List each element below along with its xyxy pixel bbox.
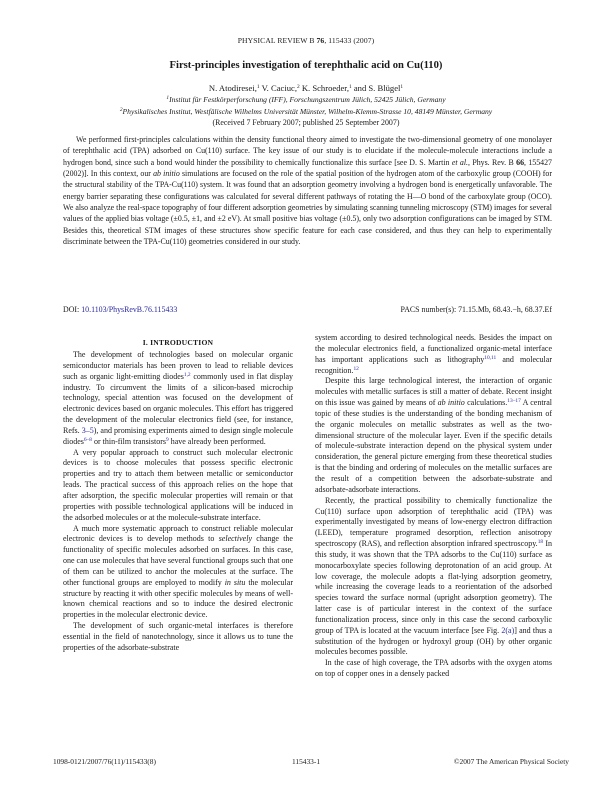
affiliation-number: 1 [166,95,170,101]
paragraph [315,376,552,495]
paragraph [63,350,293,448]
abstract-text: simulations are focused on the role of the spatial position of the hydrogen atom of the carboxylic group (COOH) for the structural stability of the TPA-Cu(110) system. It was found that an adsorption geometry involving a hydrogen bond is energetically unfavorable. The energy barrier separating these configurations was calculated for several different pathways of rotating the H—O bond of the carboxylate group (OCO). We also analyze the real-space topography of four different adsorption geometries by simulating scanning tunneling microscopy (STM) images for several values of the applied bias voltage (±0.5, ±1, and ±2 eV). At small positive bias voltage (±0.5), only two adsorption configurations can be imaged by STM. Besides this, theoretical STM images of these structures show specific feature for each case considered, and thus they can help to experimentally discriminate between the TPA-Cu(110) geometries considered in our study. [63,169,552,247]
emphasis-text: selectively [218,534,252,544]
doi-pacs-line [63,305,552,314]
citation-link[interactable]: 3–5 [81,425,94,435]
body-text: change the functionality of specific molecules adsorbed on surfaces. In this case, one can use molecules that have several functional groups such that one of them can be utilized to anchor the molecules at the surface. The other functional groups are employed to modify [63,534,293,587]
figure-link[interactable]: 2(a) [501,625,515,635]
footer-copyright: ©2007 The American Physical Society [453,757,569,766]
paragraph [315,333,552,376]
citation-link[interactable]: 12 [353,365,359,372]
emphasis-text: in situ [224,577,246,587]
pacs-numbers: PACS number(s): 71.15.Mb, 68.43.−h, 68.37.Ef [400,305,552,314]
author-affiliation-mark: 1 [348,84,352,90]
body-text: system according to desired technological needs. Besides the impact on the molecular electronics field, a functionalized organic-metal interface has important applications such as lithography [315,333,552,364]
citation-link[interactable]: 9 [165,436,169,443]
citation-link[interactable]: 6–8 [83,436,92,443]
author: K. Schroeder, [301,83,349,93]
affiliation-1 [0,95,612,104]
section-heading: I. INTRODUCTION [142,338,214,347]
body-text: commonly used in flat display industry. To circumvent the limits of a silicon-based microchip technology, special attention was focused on the development of electronic devices based on organic molecules. This effort has triggered the development of the molecular electronics field (see, for instance, Refs. [63,371,294,435]
body-text: and molecular recognition. [315,354,552,375]
paragraph [63,524,293,622]
author-affiliation-mark: 1 [400,84,404,90]
body-text: A much more systematic approach to construct reliable molecular electronic devices is to develop methods to [63,523,293,544]
citation-link[interactable]: 18 [537,539,544,546]
paragraph [315,496,552,659]
abstract-paragraph [63,134,552,247]
body-text: ] and thus a substitution of the hydrogen or hydroxyl group (OH) by other organic molecules becomes possible. [315,625,553,657]
paragraph: In the case of high coverage, the TPA adsorbs with the oxygen atoms on top of copper ones in a densely packed [315,658,552,679]
emphasis-text: ab initio [437,398,465,408]
author-affiliation-mark: 2 [296,84,300,90]
footer-issn: 1098-0121/2007/76(11)/115433(8) [53,757,156,766]
author: and S. Blügel [353,83,401,93]
doi-label: DOI: [63,305,82,314]
journal-name: PHYSICAL REVIEW B [237,36,315,45]
abstract-text: We performed first-principles calculations within the density functional theory aimed to investigate the two-dimensional geometry of one monolayer of terephthalic acid (TPA) adsorbed on Cu(110) surface. The key issue of our study is to elucidate if the molecule-molecule interactions include a hydrogen bond, since such a bond would hinder the possibility to chemically functionalize this surface [see D. S. Martin [63,135,552,167]
body-text: A central topic of these studies is the understanding of the bonding mechanism of the organic molecules on metallic substrates as well as the two-dimensional structure of the molecular layer. Even if the specific details of molecule-substrate interaction depend on the physical system under consideration, the general picture emerging from these theoretical studies is that the binding and ordering of molecules on the metallic surfaces are the result of a competition between the adsorbate-substrate and adsorbate-adsorbate interactions. [315,398,552,494]
author-list [0,83,612,93]
journal-volume: 76 [316,36,325,45]
body-text: the molecular structure by reacting it with other specific molecules by means of well-known chemical reactions and so to induce the desired electronic properties in the molecular electronic device. [63,577,293,620]
affiliation-text: Institut für Festkörperforschung (IFF), Forschungszentrum Jülich, 52425 Jülich, Germany [169,95,446,104]
article-info: , 115433 (2007) [324,36,375,45]
abstract-emphasis: et al. [451,157,468,167]
body-text: The development of technologies based on molecular organic semiconductor materials has been proven to lead to reliable devices such as organic light-emitting diodes [63,350,293,381]
body-text: Recently, the practical possibility to chemically functionalize the Cu(110) surface upon adsorption of terephthalic acid (TPA) was experimentally investigated by means of low-energy electron diffraction (LEED), temperature programed desorption, reflection anisotropy spectroscopy (RAS), and reflection absorption infrared spectroscopy. [315,495,552,549]
abstract-emphasis: ab initio [153,169,180,179]
abstract-text: , 155427 (2002)]. In this context, our [63,157,553,179]
running-head [0,36,612,45]
doi-link[interactable]: 10.1103/PhysRevB.76.115433 [81,305,178,314]
citation-link[interactable]: 10,11 [484,354,497,361]
body-text: or thin-film transistors [91,436,166,446]
body-text: Despite this large technological interest, the interaction of organic molecules with metallic surfaces is still a matter of debate. Recent insight on this issue was gained by means of [315,376,552,408]
citation-link[interactable]: 1,2 [183,371,191,378]
body-text: calculations. [464,398,508,408]
paragraph: A very popular approach to construct such molecular electronic devices is to choose molecules that possess specific electronic properties and try to attach them between metallic or semiconductor leads. The practical success of this approach relies on the hope that after adsorption, the specific molecular properties will remain or that properties with possible technological applications will be induced in the adsorbed molecules or at the molecule-substrate interface. [63,447,293,522]
paragraph: The development of such organic-metal interfaces is therefore essential in the field of nanotechnology, since it allows us to tune the properties of the adsorbate-substrate [63,621,293,652]
body-text: have already been performed. [168,436,266,446]
body-text: ), and promising experiments aimed to design single molecule diodes [63,425,293,446]
left-column [63,350,293,654]
author: V. Caciuc, [261,83,297,93]
body-text: In this study, it was shown that the TPA adsorbs to the Cu(110) surface as monocarboxylate species following deprotonation of an acid group. At low coverage, the molecule adopts a flat-lying adsorption geometry, while increasing the coverage leads to a reorientation of the adsorbed species toward the surface normal (upright adsorption geometry). The latter case is of particular interest in the context of the surface functionalization process, since only in this case the second carboxylic group of TPA is located at the vacuum interface [see Fig. [315,539,552,635]
abstract [63,134,552,247]
author: N. Atodiresei, [208,83,257,93]
affiliation-2 [0,107,612,116]
abstract-text: , Phys. Rev. B [468,157,517,167]
received-dates: (Received 7 February 2007; published 25 September 2007) [212,118,400,127]
citation-link[interactable]: 13–17 [507,398,521,405]
abstract-volume: 66 [516,157,525,167]
affiliation-text: Physikalisches Institut, Westfälische Wilhelms Universität Münster, Wilhelm-Klemm-Strasse 10, 48149 Münster, Germany [122,107,493,116]
affiliation-number: 2 [119,107,123,113]
author-affiliation-mark: 1 [256,84,260,90]
right-column [315,333,552,680]
footer-page-number: 115433-1 [291,757,321,766]
paper-title: First-principles investigation of terephthalic acid on Cu(110) [169,60,443,71]
